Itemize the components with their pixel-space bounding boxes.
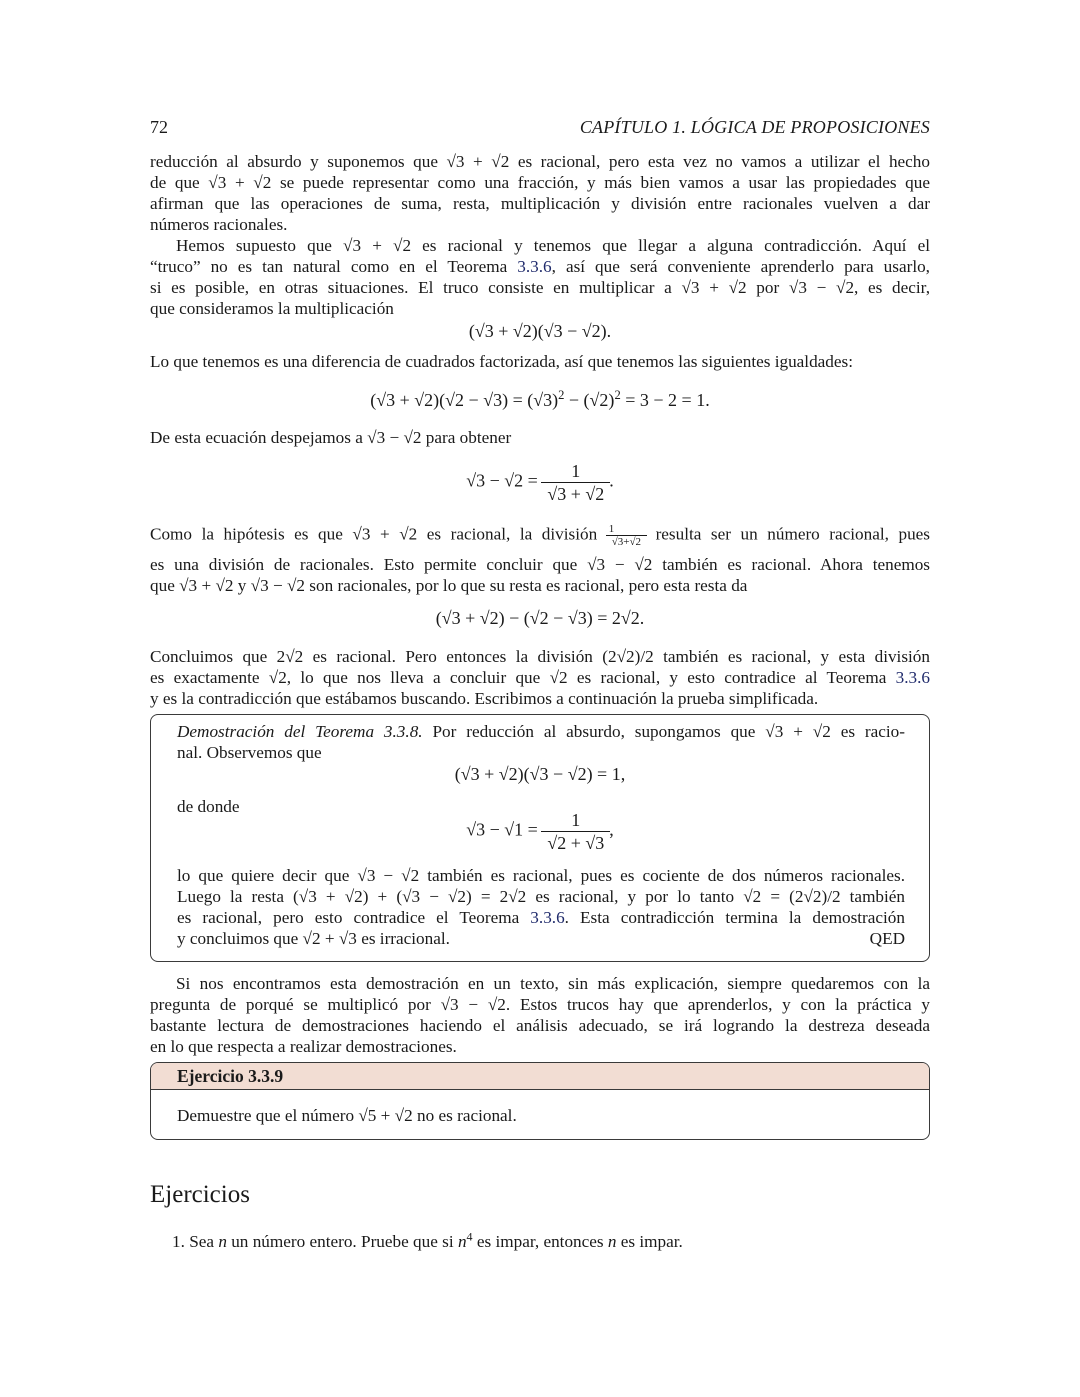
- chapter-title: CAPÍTULO 1. LÓGICA DE PROPOSICIONES: [579, 117, 930, 137]
- theorem-reference-link[interactable]: 3.3.6: [517, 257, 552, 276]
- inline-fraction: $\frac{1}{√3+√2}$: [609, 523, 644, 548]
- exercise-list-item: 1. Sea n un número entero. Pruebe que si $n^4$ es impar, entonces n es impar.: [172, 1229, 683, 1251]
- paragraph-2: Hemos supuesto que √3 + √2 es racional y tenemos que llegar a alguna contradicción. Aquí el “truco” no es tan natural como en el Teorema 3.3.6, así que será conveniente aprenderlo para usarlo, si es posible, en otras situaciones. El truco consiste en multiplicar a √3 + √2 por √3 − √2, es decir, que consideramos la multiplicación: [150, 236, 930, 318]
- proof-equation-2: √3 − √1 = $\frac{1}{√2 + √3}$ ,: [466, 810, 614, 853]
- proof-text-bottom: lo que quiere decir que √3 − √2 también es racional, pues es cociente de dos números racionales. Luego la resta (√3 + √2) + (√3 − √2) = 2√2 es racional, y por lo tanto √2 = (2√2)/2 también es racional, pero esto contradice el Teorema 3.3.6. Esta contradicción termina la demostración y concluimos que √2 + √3 es irracional. QED: [177, 866, 906, 948]
- item-number: 1.: [172, 1232, 185, 1251]
- proof-box: [150, 714, 930, 962]
- equation-3: √3 − √2 = $\frac{1}{√3 + √2}$ .: [466, 461, 614, 504]
- equation-2: $(√3 + √2)(√2 - √3) = (√3)^2 - (√2)^2 = 3 - 2 = 1$.: [370, 388, 710, 410]
- qed-mark: QED: [869, 929, 905, 948]
- proof-title: Demostración del Teorema 3.3.8.: [177, 722, 423, 741]
- paragraph-7: Si nos encontramos esta demostración en un texto, sin más explicación, siempre quedaremos con la pregunta de porqué se multiplicó por √3 − √2. Estos trucos hay que aprenderlos, y con la práctica y bastante lectura de demostraciones haciendo el análisis adecuado, se irá logrando la destreza deseada en lo que respecta a realizar demostraciones.: [150, 974, 931, 1056]
- exercise-body: Demuestre que el número √5 + √2 no es racional.: [177, 1106, 517, 1125]
- proof-text-top: Demostración del Teorema 3.3.8. Por reducción al absurdo, supongamos que √3 + √2 es racio- nal. Observemos que: [177, 722, 905, 762]
- theorem-reference-link[interactable]: 3.3.6: [895, 668, 930, 687]
- proof-equation-1: (√3 + √2)(√3 − √2) = 1,: [454, 764, 626, 784]
- theorem-reference-link[interactable]: 3.3.6: [530, 908, 565, 927]
- paragraph-5: Como la hipótesis es que √3 + √2 es racional, la división $\frac{1}{√3+√2}$ resulta ser un número racional, pues es una división de racionales. Esto permite concluir que √3 − √2 también es racional. Ahora tenemos que √3 + √2 y √3 − √2 son racionales, por lo que su resta es racional, pero esta resta da: [150, 523, 931, 595]
- exercise-title: Ejercicio 3.3.9: [151, 1063, 929, 1090]
- exercise-box: [150, 1062, 930, 1140]
- paragraph-4: De esta ecuación despejamos a √3 − √2 para obtener: [150, 428, 512, 447]
- paragraph-3: Lo que tenemos es una diferencia de cuadrados factorizada, así que tenemos las siguientes igualdades:: [150, 352, 853, 371]
- paragraph-1: reducción al absurdo y suponemos que √3 + √2 es racional, pero esta vez no vamos a utilizar el hecho de que √3 + √2 se puede representar como una fracción, y más bien vamos a usar las propiedades que afirman que las operaciones de suma, resta, multiplicación y división entre racionales vuelven a dar números racionales.: [150, 152, 930, 234]
- proof-text-mid: de donde: [177, 797, 240, 816]
- equation-4: (√3 + √2) − (√2 − √3) = 2√2.: [435, 608, 645, 628]
- page-number: 72: [150, 117, 168, 137]
- section-heading: Ejercicios: [150, 1181, 250, 1208]
- equation-1: (√3 + √2)(√3 − √2).: [468, 321, 612, 341]
- paragraph-6: Concluimos que 2√2 es racional. Pero entonces la división (2√2)/2 también es racional, y esta división es exactamente √2, lo que nos lleva a concluir que √2 es racional, y esto contradice al Teorema 3.3.6 y es la contradicción que estábamos buscando. Escribimos a continuación la prueba simplificada.: [150, 647, 930, 708]
